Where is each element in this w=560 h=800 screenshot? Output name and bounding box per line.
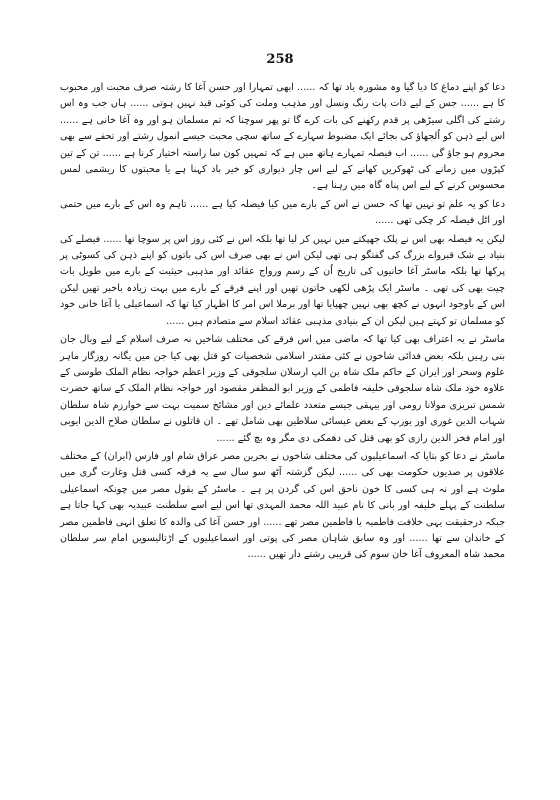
paragraph-4: ماسٹر نے یہ اعتراف بھی کیا تھا کہ ماضی میں اس فرقے کی مختلف شاخیں نہ صرف اسلام کے لیے وبال جان بنی رہیں بلکہ بعض فدائی شاخوں نے کئی مقتدر اسلامی شخصیات کو قتل بھی کیا جن میں یگانہ روزگار ماہر علوم وسحر اور ایران کے حاکم ملک شاہ بن الپ ارسلان سلجوقی کے وزیر اعظم خواجہ نظام الملک طوسی کے علاوہ خود ملک شاہ سلجوقی خلیفہ فاطمی کے وزیر ابو المظفر مقصود اور خواجہ نظام الملک کے ساتھ حضرت شمس تبریزی مولانا رومی اور بیہقی جیسے متعدد علمائے دین اور مشائخ سمیت بہت سے خوارزم شاہ سلطان شہاب الدین غوری اور یورپ کے بعض عیسائی سلاطین بھی شامل تھے ۔ ان قاتلوں نے سلطان صلاح الدین ایوبی اور امام فخر الدین رازی کو بھی قتل کی دھمکی دی مگر وہ بچ گئے ......	[60, 334, 505, 444]
paragraph-3: لیکن یہ فیصلہ بھی اس نے پلک جھپکتے میں نہیں کر لیا تھا بلکہ اس نے کئی روز اس پر سوچا تھا ...... فیصلے کی بنیاد بے شک قبرواے بزرگ کی گفتگو ہی تھی لیکن اس نے بھی صرف اس کی باتوں کو اپنے ذہن کی کسوٹی پر پرکھا تھا بلکہ ماسٹر آغا خانیوں کی تاریخ اُن کے رسم ورواج عقائد اور مذہبی حیثیت کے بارے میں طویل بات چیت بھی کی تھی ۔ ماسٹر ایک پڑھی لکھی خاتون تھیں اور اپنے فرقے کے بارے میں بہت زیادہ باخبر تھیں لیکن اس کے باوجود انہوں نے کچھ بھی نہیں چھپایا تھا اور برملا اس امر کا اظہار کیا تھا کہ اسماعیلی یا آغا خانی خود کو مسلمان تو کہتے ہیں لیکن ان کے بنیادی مذہبی عقائد اسلام سے متصادم ہیں ......	[60, 233, 505, 327]
body-text	[60, 80, 505, 564]
page-number: 258	[266, 52, 294, 67]
paragraph-1: دعا کو اپنے دماغ کا دیا گیا وہ مشورہ یاد تھا کہ ...... ابھی تمہارا اور حسن آغا کا رشتہ صرف محبت اور محبوب کا ہے ...... جس کے لیے ذات پات رنگ ونسل اور مذہب وملت کی کوئی قید نہیں ہوتی ...... ہاں جب وہ اس رشتے کی اگلی سیڑھی پر قدم رکھنے کی بات کرے گا تو پھر سوچنا کہ تم مسلمان ہو اور وہ آغا خانی ہے ...... اس لیے ذہن کو اُلجھاؤ کی بجائے ایک مضبوط سہارے کے ساتھ سچی محبت جیسے انمول رشتے اور تحفے سے بھی محروم ہو جاؤ گی ...... اب فیصلہ تمہارے ہاتھ میں ہے کہ تمہیں کون سا راستہ اختیار کرنا ہے ...... تن کے تین کپڑوں میں زمانے کی ٹھوکریں کھانے کے لیے اس چار دیواری کو خیر باد کہنا ہے یا محبتوں کا ریشمی لمس محسوس کرنے کے لیے اس پناہ گاہ میں رہنا ہے۔	[60, 82, 505, 192]
paragraph-5: ماسٹر نے دعا کو بتایا کہ اسماعیلیوں کی مختلف شاخوں نے بحرین مصر عراق شام اور فارس (ایران) کے مختلف علاقوں پر صدیوں حکومت بھی کی ...... لیکن گزشتہ آٹھ سو سال سے یہ فرقہ کسی قتل وغارت گری میں ملوث ہے اور نہ ہی کسی کا خون ناحق اس کی گردن پر ہے ۔ ماسٹر کے بقول مصر میں چونکہ اسماعیلی سلطنت کے پہلے خلیفہ اور بانی کا نام عبید اللہ محمد المہدی تھا اس لیے اسے سلطنت عبیدیہ بھی کہا جاتا ہے جبکہ درحقیقت یہی خلافت فاطمیہ یا فاطمین مصر تھے ...... اور حسن آغا کی والدہ کا تعلق انہی فاطمین مصر کے خاندان سے تھا ...... اور وہ سابق شاہان مصر کی پوتی اور اسماعیلیوں کے اڑتالیسویں امام سر سلطان محمد شاہ المعروف آغا خان سوم کی قریبی رشتے دار تھیں ......	[60, 450, 505, 561]
paragraph-2: دعا کو یہ علم تو نہیں تھا کہ حسن نے اس کے بارے میں کیا فیصلہ کیا ہے ...... تاہم وہ اس کے بارے میں حتمی اور اٹل فیصلہ کر چکی تھی ......	[60, 198, 505, 227]
